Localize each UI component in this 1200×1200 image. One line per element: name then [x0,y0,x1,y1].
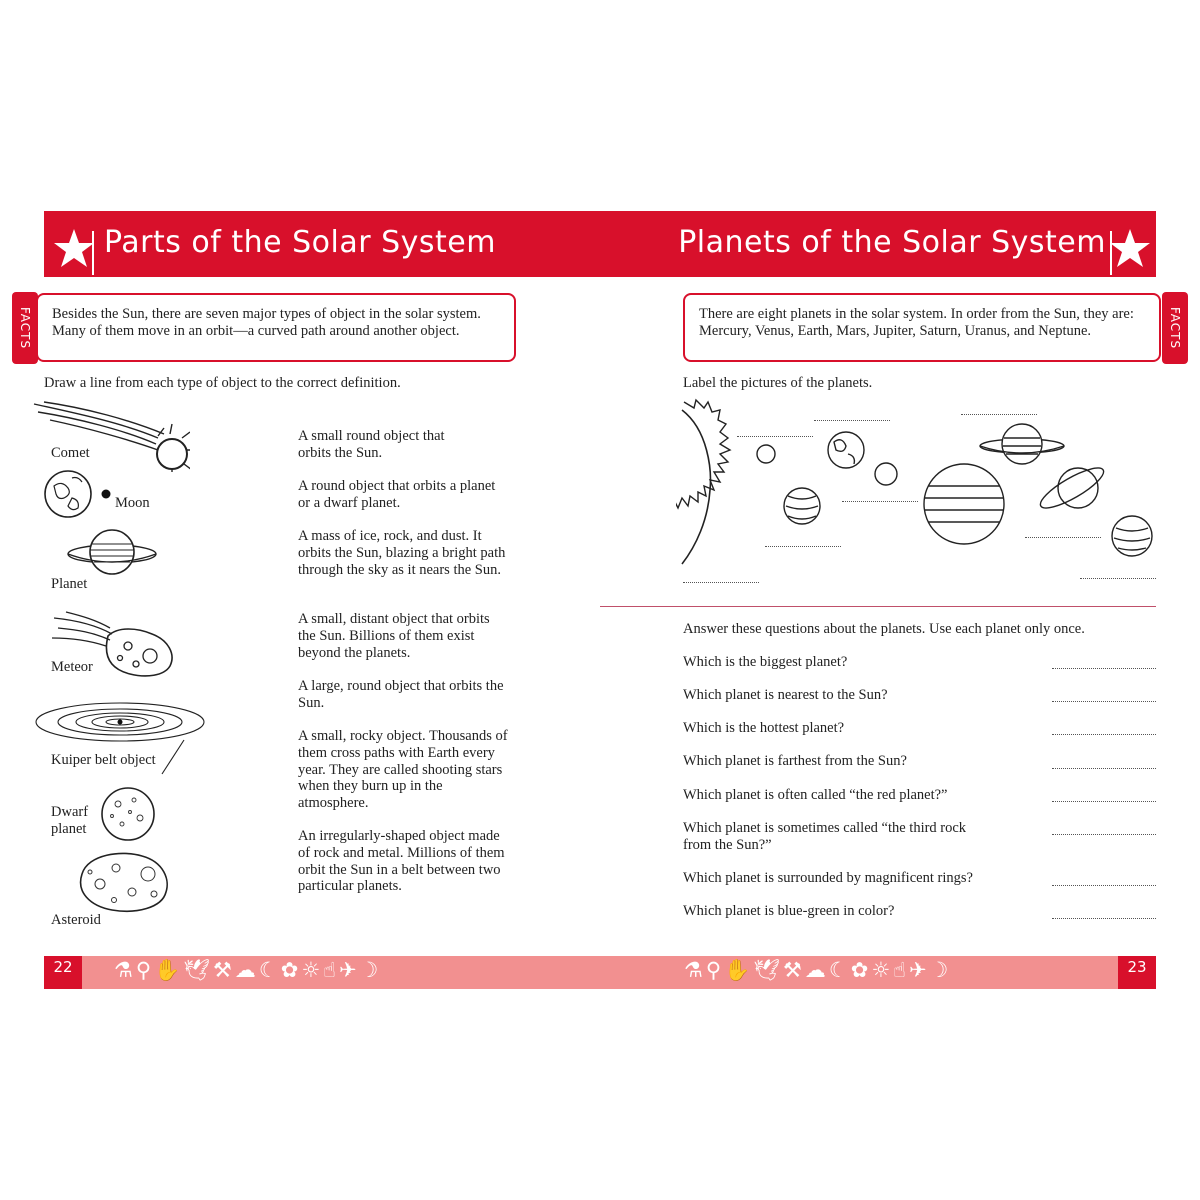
right-facts-box [683,293,1161,362]
flask-icon: ⚗ [684,958,706,982]
magnifier-icon: ⚲ [135,958,155,982]
flask-icon: ⚗ [114,958,136,982]
planet-label-line[interactable] [842,501,918,502]
moon-icon: ☾ [258,958,281,982]
page-number-right: 23 [1118,956,1156,989]
answer-line[interactable] [1052,701,1156,702]
answer-line[interactable] [1052,885,1156,886]
planets-diagram [676,398,1166,590]
definition-moon: A round object that orbits a planet or a dwarf planet. [298,478,496,511]
left-instruction: Draw a line from each type of object to the correct definition. [44,375,401,391]
sun-icon: ☼ [301,958,324,982]
facts-tab-right: FACTS [1162,292,1188,364]
answer-line[interactable] [1052,768,1156,769]
page-number-left: 22 [44,956,82,989]
question: Which planet is blue-green in color? [683,903,895,919]
microscope-icon: ⚒ [783,958,805,982]
question: Which planet is nearest to the Sun? [683,687,888,703]
hand-icon: ☝ [893,958,909,982]
answer-line[interactable] [1052,834,1156,835]
planet-label-line[interactable] [1025,537,1101,538]
question: Which planet is sometimes called “the third rock from the Sun?” [683,820,967,853]
left-facts-box [36,293,516,362]
question: Which planet is surrounded by magnificent rings? [683,870,973,886]
magnifier-icon: ⚲ [705,958,725,982]
definition-meteor: A small, rocky object. Thousands of them cross paths with Earth every year. They are called shooting stars when they burn up in the atmosphere. [298,728,508,812]
question: Which is the hottest planet? [683,720,845,736]
kuiper-belt-label: Kuiper belt object [51,752,156,768]
planet-label-line[interactable] [683,582,759,583]
title-banner [44,211,1156,277]
planet-label-line[interactable] [814,420,890,421]
moon-icon: ☾ [828,958,851,982]
title-separator [92,231,94,275]
question: Which planet is farthest from the Sun? [683,753,907,769]
facts-tab-left: FACTS [12,292,38,364]
moon-icon: ☽ [359,958,382,982]
moon-label: Moon [115,495,150,511]
star-icon [1108,227,1152,271]
left-page-title: Parts of the Solar System [104,225,496,260]
bird-icon: 🕊 [753,958,784,982]
planet-label-line[interactable] [1080,578,1156,579]
butterfly-icon: ✿ [850,958,872,982]
cloud-icon: ☁ [234,958,259,982]
definition-moon-or-planet: A small round object that orbits the Sun. [298,428,445,461]
moon-image [42,468,114,522]
right-instruction: Label the pictures of the planets. [683,375,873,391]
butterfly-icon: ✿ [280,958,302,982]
planet-label-line[interactable] [765,546,841,547]
hand-icon: ✋ [154,958,184,982]
dwarf-planet-label-1: Dwarf [51,804,89,820]
left-facts-text: Besides the Sun, there are seven major types of object in the solar system. Many of them move in an orbit—a curved path around another object. [52,306,481,339]
microscope-icon: ⚒ [213,958,235,982]
questions-intro: Answer these questions about the planets. Use each planet only once. [683,621,1085,637]
answer-line[interactable] [1052,734,1156,735]
definition-kuiper: A small, distant object that orbits the Sun. Billions of them exist beyond the planets. [298,611,490,661]
answer-line[interactable] [1052,668,1156,669]
star-icon [52,227,96,271]
planet-label-line[interactable] [737,436,813,437]
answer-line[interactable] [1052,801,1156,802]
right-facts-text: There are eight planets in the solar system. In order from the Sun, they are: Mercury, Venus, Earth, Mars, Jupiter, Saturn, Uranus, and Neptune. [699,306,1134,339]
right-page-title: Planets of the Solar System [678,225,1106,260]
planet-label: Planet [51,576,88,592]
section-divider [600,606,1156,607]
comet-label: Comet [51,445,90,461]
footer-icons-left [114,958,381,988]
sun-icon: ☼ [871,958,894,982]
asteroid-image [72,850,172,914]
answer-line[interactable] [1052,918,1156,919]
definition-comet: A mass of ice, rock, and dust. It orbits the Sun, blazing a bright path through the sky as it nears the Sun. [298,528,506,578]
cloud-icon: ☁ [804,958,829,982]
definition-asteroid: An irregularly-shaped object made of rock and metal. Millions of them orbit the Sun in a belt between two particular planets. [298,828,505,895]
moon-icon: ☽ [929,958,952,982]
dwarf-planet-label-2: planet [51,821,87,837]
hand-icon: ✋ [724,958,754,982]
meteor-label: Meteor [51,659,93,675]
planet-label-line[interactable] [961,414,1037,415]
planet-image [64,528,162,580]
question: Which planet is often called “the red planet?” [683,787,948,803]
dwarf-planet-image [98,786,160,842]
bird-icon: 🕊 [183,958,214,982]
footer-icons-right [684,958,951,988]
footer-band [44,956,1156,989]
question: Which is the biggest planet? [683,654,848,670]
hand-icon: ☝ [323,958,339,982]
definition-planet: A large, round object that orbits the Sun. [298,678,504,711]
plane-icon: ✈ [338,958,360,982]
plane-icon: ✈ [908,958,930,982]
asteroid-label: Asteroid [51,912,101,928]
